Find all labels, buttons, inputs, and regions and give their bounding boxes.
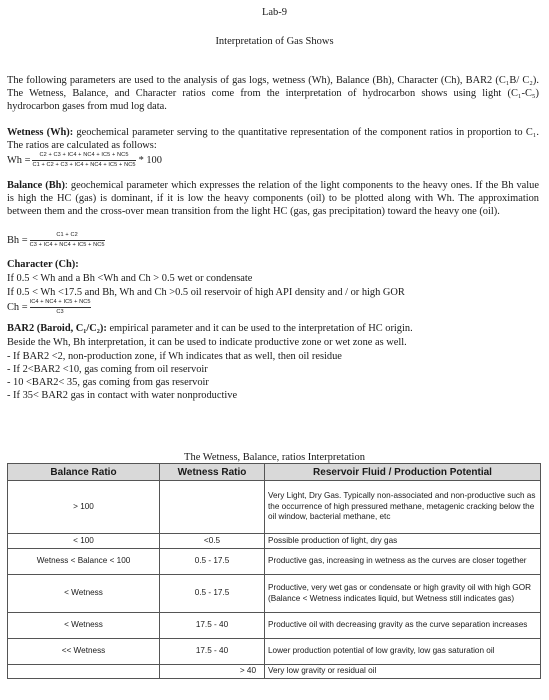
fluid-cell: Lower production potential of low gravity, low gas saturation oil [265,639,541,665]
wetness-formula-rhs: * 100 [138,155,162,166]
document-title: Interpretation of Gas Shows [215,36,334,47]
fluid-cell: Very low gravity or residual oil [265,665,541,679]
fluid-cell: Very Light, Dry Gas. Typically non-associated and non-productive such as the occurrence of high pressured methane, metagenic cracking below the oil window, bacterial methane, etc [265,481,541,534]
wetness-cell: 17.5 - 40 [160,613,265,639]
character-formula-denominator: C3 [56,309,64,315]
list-item: - 10 <BAR2< 35, gas coming from gas reservoir [7,377,209,388]
balance-cell: < 100 [8,534,160,549]
table-row [8,575,541,613]
fraction-bar [30,240,105,241]
balance-cell: < Wetness [8,575,160,613]
table-caption: The Wetness, Balance, ratios Interpretation [184,452,365,463]
balance-cell [8,665,160,679]
fraction-bar [30,307,91,308]
bar2-list [7,350,539,402]
list-item: - If BAR2 <2, non-production zone, if Wh indicates that as well, then oil residue [7,351,342,362]
lab-number: Lab-9 [261,7,288,18]
wetness-formula-lhs: Wh = [7,155,31,166]
character-rule-1: If 0.5 < Wh and a Bh <Wh and Ch > 0.5 wet or condensate [7,273,253,284]
bar2-text: empirical parameter and it can be used to the interpretation of HC origin. [106,323,413,334]
balance-cell: > 100 [8,481,160,534]
fraction-bar [32,160,135,161]
fluid-cell: Productive, very wet gas or condensate or high gravity oil with high GOR (Balance < Wetness indicates liquid, but Wetness still indicates gas) [265,575,541,613]
character-rule-2: If 0.5 < Wh <17.5 and Bh, Wh and Ch >0.5 oil reservoir of high API density and / or high GOR [7,287,405,298]
wetness-cell: 17.5 - 40 [160,639,265,665]
table-header-row [8,464,541,481]
balance-formula-lhs: Bh = [7,235,28,246]
wetness-cell: <0.5 [160,534,265,549]
bar2-note: Beside the Wh, Bh interpretation, it can be used to indicate productive zone or wet zone as well. [7,337,407,348]
wetness-paragraph [7,126,539,152]
balance-text: : geochemical parameter which expresses the relation of the light components to the heavy ones. If the Bh value is high the HC (gas) is dominant, if it is low the heavy components (oil) to be plotted along with Wh. The approximation between them and the cross-over mean transition from the light HC (gas, gas precipitation) toward the heavy one (oil). [7,180,539,217]
wetness-formula-denominator: C1 + C2 + C3 + IC4 + NC4 + IC5 + NC5 [32,162,136,168]
column-header-wetness: Wetness Ratio [160,464,265,481]
balance-cell: < Wetness [8,613,160,639]
wetness-formula-numerator: C2 + C3 + IC4 + NC4 + IC5 + NC5 [39,152,129,158]
wetness-cell: 0.5 - 17.5 [160,549,265,575]
balance-formula-denominator: C3 + IC4 + NC4 + IC5 + NC5 [29,242,105,248]
wetness-cell: > 40 [160,665,265,679]
column-header-fluid: Reservoir Fluid / Production Potential [265,464,541,481]
character-heading [7,258,539,271]
balance-cell: Wetness < Balance < 100 [8,549,160,575]
table-row [8,534,541,549]
wetness-cell: 0.5 - 17.5 [160,575,265,613]
bar2-term: BAR2 (Baroid, C₁/C₂): [7,323,107,334]
column-header-balance: Balance Ratio [8,464,160,481]
interpretation-table [7,463,541,679]
intro-paragraph: The following parameters are used to the analysis of gas logs, wetness (Wh), Balance (Bh), Character (Ch), BAR2 (C₁B/ C₂). The Wetness, Balance, and Character ratios come from the interpretation of hydrocarbon shows using light (C₁-C₅) hydrocarbon gases from mud log data. [7,75,539,112]
wetness-cell [160,481,265,534]
list-item: - If 35< BAR2 gas in contact with water nonproductive [7,390,238,401]
balance-paragraph [7,179,539,218]
balance-formula-numerator: C1 + C2 [56,232,78,238]
character-formula [7,299,91,316]
character-term: Character (Ch): [7,259,79,270]
table-row [8,549,541,575]
balance-cell: << Wetness [8,639,160,665]
table-row [8,481,541,534]
table-row [8,613,541,639]
table-row [8,665,541,679]
character-formula-lhs: Ch = [7,302,28,313]
fluid-cell: Possible production of light, dry gas [265,534,541,549]
wetness-text: geochemical parameter serving to the quantitative representation of the component ratios in proportion to C₁. The ratios are calculated as follows: [7,127,539,151]
bar2-paragraph [7,322,539,335]
balance-term: Balance (Bh) [7,180,65,191]
wetness-term: Wetness (Wh): [7,127,74,138]
balance-formula [7,232,105,249]
fluid-cell: Productive gas, increasing in wetness as the curves are closer together [265,549,541,575]
character-formula-numerator: IC4 + NC4 + IC5 + NC5 [29,299,91,305]
list-item: - If 2<BAR2 <10, gas coming from oil reservoir [7,364,208,375]
table-row [8,639,541,665]
wetness-formula [7,152,162,169]
fluid-cell: Productive oil with decreasing gravity as the curve separation increases [265,613,541,639]
